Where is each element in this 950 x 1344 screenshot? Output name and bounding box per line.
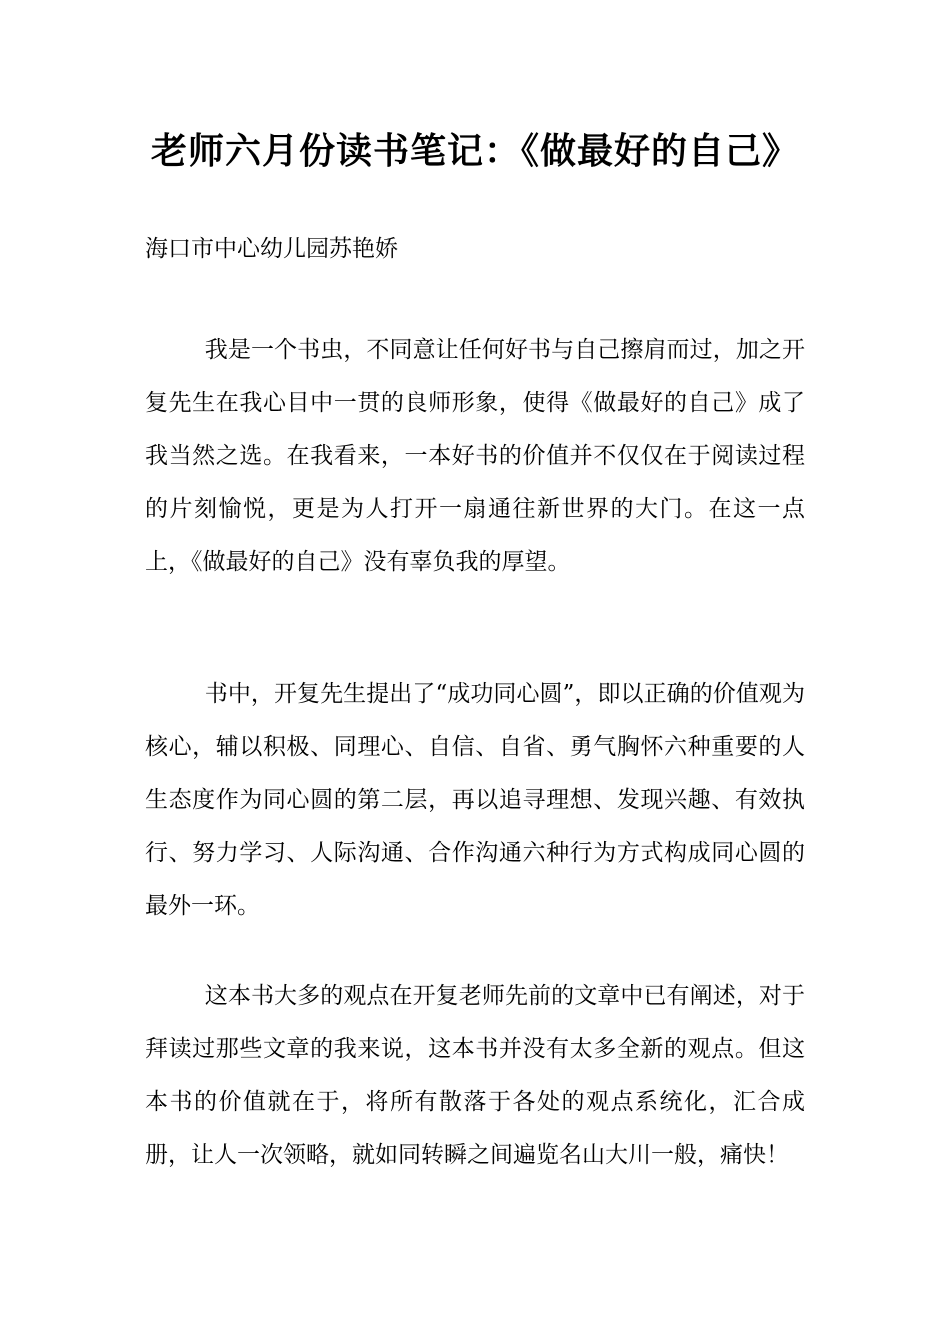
- document-title: 老师六月份读书笔记：《做最好的自己》: [150, 131, 799, 172]
- paragraph-3: 这本书大多的观点在开复老师先前的文章中已有阐述，对于拜读过那些文章的我来说，这本书并没有太多全新的观点。但这本书的价值就在于，将所有散落于各处的观点系统化，汇合成册，让人一次领略，就如同转瞬之间遍览名山大川一般，痛快！: [145, 983, 805, 1168]
- paragraph-1: 我是一个书虫，不同意让任何好书与自己擦肩而过，加之开复先生在我心目中一贯的良师形象，使得《做最好的自己》成了我当然之选。在我看来，一本好书的价值并不仅仅在于阅读过程的片刻愉悦，更是为人打开一扇通往新世界的大门。在这一点上，《做最好的自己》没有辜负我的厚望。: [145, 337, 805, 575]
- document-author: 海口市中心幼儿园苏艳娇: [145, 236, 398, 262]
- paragraph-2: 书中，开复先生提出了“成功同心圆”，即以正确的价值观为核心，辅以积极、同理心、自信、自省、勇气胸怀六种重要的人生态度作为同心圆的第二层，再以追寻理想、发现兴趣、有效执行、努力学习、人际沟通、合作沟通六种行为方式构成同心圆的最外一环。: [145, 681, 805, 919]
